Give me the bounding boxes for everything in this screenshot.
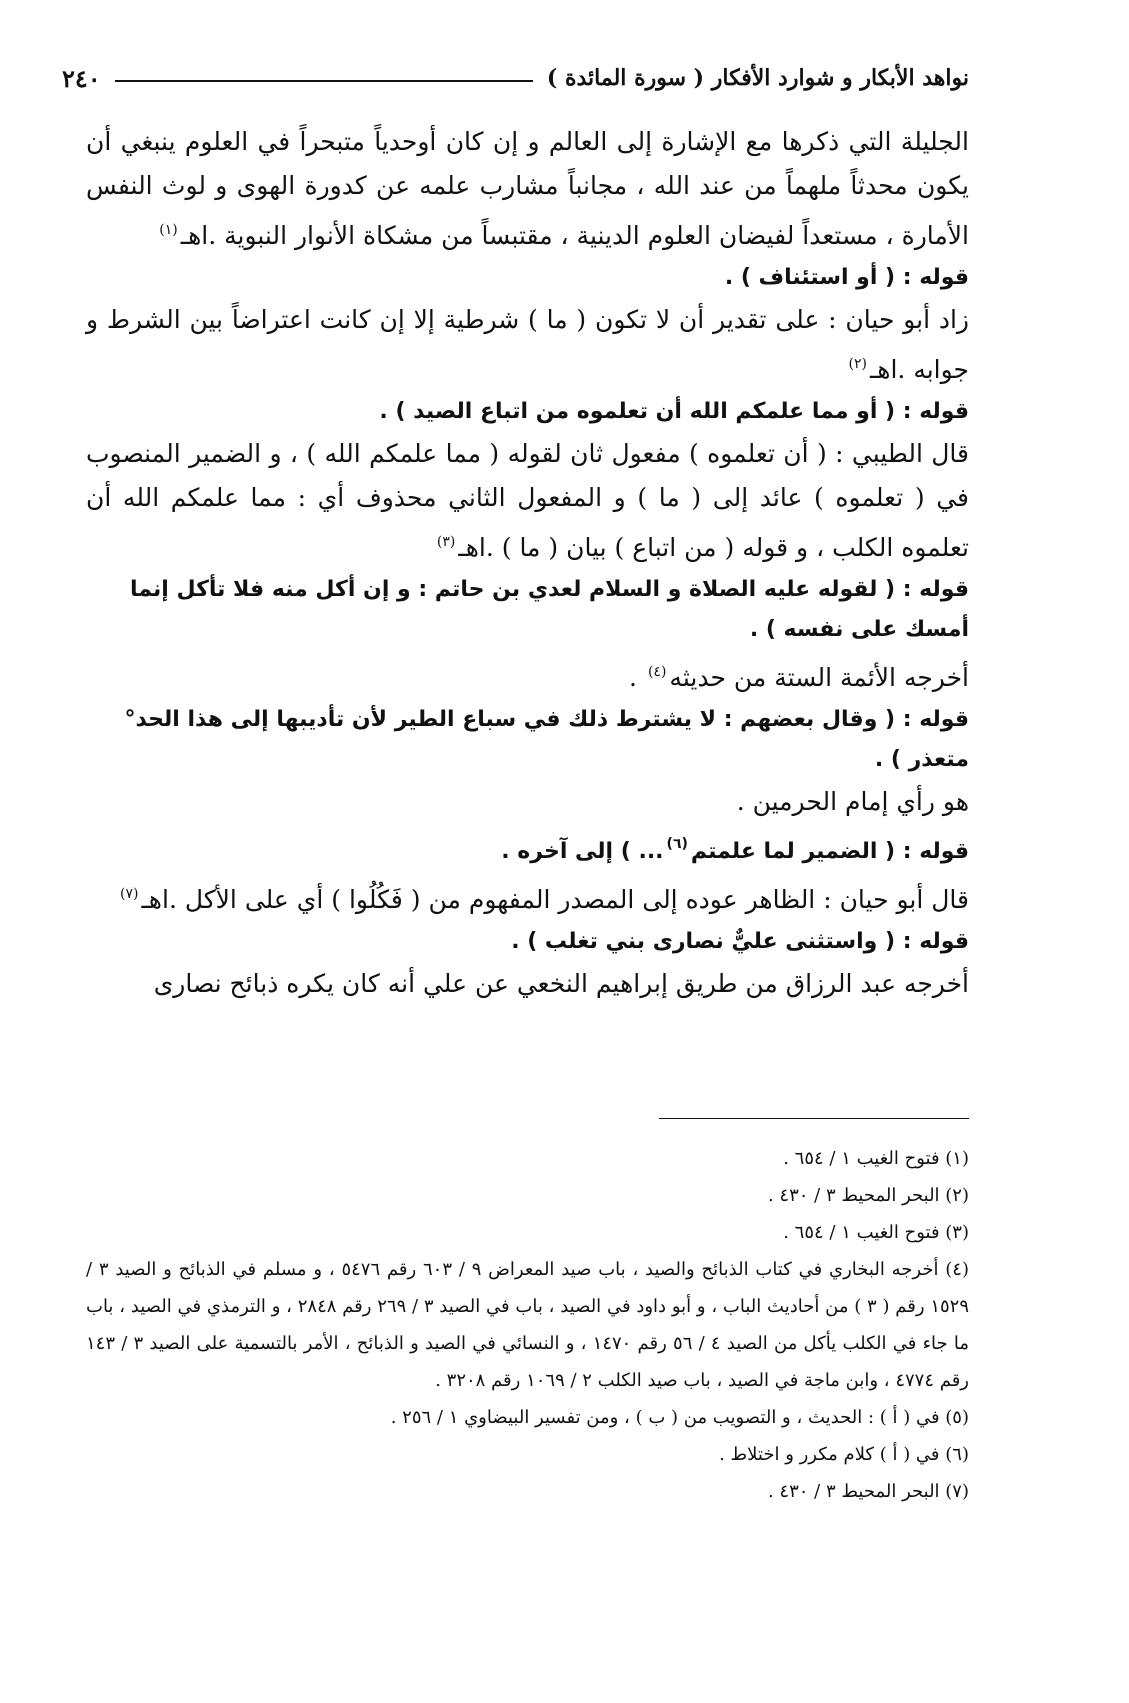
qawl-heading: قوله : ( واستثنى عليٌّ نصارى بني تغلب ) . [511,929,969,954]
page-number: ٢٤٠ [62,63,101,93]
footnote: (٦) في ( أ ) كلام مكرر و اختلاط . [719,1444,969,1465]
paragraph: أخرجه الأئمة الستة من حديثه$^{(٤)}$ . [629,663,969,692]
footnote-ref: (١) [159,222,178,238]
footnotes [86,1140,969,1510]
paragraph: قال الطيبي : ( أن تعلموه ) مفعول ثان لقوله ( مما علمكم الله ) ، و الضمير المنصوب في ( تعلموه ) عائد إلى ( ما ) و المفعول الثاني محذوف أي : مما علمكم الله أن تعلموه الكلب ، و قوله ( من اتباع ) بيان ( ما ) .اهـ$^{(٣)}$ [86,439,969,562]
footnote-ref: (٧) [120,886,139,902]
paragraph: أخرجه عبد الرزاق من طريق إبراهيم النخعي عن علي أنه كان يكره ذبائح نصارى [153,969,969,998]
footnote-ref: (٦) [666,836,688,852]
footnote: (٧) البحر المحيط ٣ / ٤٣٠ . [767,1481,969,1502]
footnote-ref: (٢) [848,356,867,372]
paragraph: قال أبو حيان : الظاهر عوده إلى المصدر المفهوم من ( فَكُلُوا ) أي على الأكل .اهـ$^{(٧)}$ [120,885,969,914]
paragraph: هو رأي إمام الحرمين . [736,787,969,816]
footnote: (٢) البحر المحيط ٣ / ٤٣٠ . [767,1185,969,1206]
footnote-ref: (٤) [647,664,667,680]
footnote: (٣) فتوح الغيب ١ / ٦٥٤ . [783,1222,969,1243]
header-rule [115,80,533,82]
qawl-heading: قوله : ( أو استئناف ) . [724,265,969,290]
paragraph: زاد أبو حيان : على تقدير أن لا تكون ( ما ) شرطية إلا إن كانت اعتراضاً بين الشرط و جوابه .اهـ$^{(٢)}$ [86,305,969,384]
paragraph: الجليلة التي ذكرها مع الإشارة إلى العالم و إن كان أوحدياً متبحراً في العلوم ينبغي أن يكون محدثاً ملهماً من عند الله ، مجانباً مشارب علمه عن كدورة الهوى و لوث النفس الأمارة ، مستعداً لفيضان العلوم الدينية ، مقتبساً من مشكاة الأنوار النبوية .اهـ$^{(١)}$ [86,127,969,250]
footnote-separator [659,1118,969,1119]
main-text [86,120,969,1006]
header-title: نواهد الأبكار و شوارد الأفكار ( سورة المائدة ) [546,65,969,91]
qawl-heading: قوله : ( وقال بعضهم : لا يشترط ذلك في سباع الطير لأن تأديبها إلى هذا الحد° متعذر ) . [124,707,969,772]
running-header [62,58,969,98]
footnote: (٥) في ( أ ) : الحديث ، و التصويب من ( ب ) ، ومن تفسير البيضاوي ١ / ٢٥٦ . [390,1407,969,1428]
footnote-ref: (٣) [436,534,456,550]
qawl-heading: قوله : ( الضمير لما علمتم$^{(٦)}$... ) إلى آخره . [501,836,969,864]
qawl-heading: قوله : ( أو مما علمكم الله أن تعلموه من اتباع الصيد ) . [379,399,969,424]
footnote: (٤) أخرجه البخاري في كتاب الذبائح والصيد ، باب صيد المعراض ٩ / ٦٠٣ رقم ٥٤٧٦ ، و مسلم في الذبائح و الصيد ٣ / ١٥٢٩ رقم ( ٣ ) من أحاديث الباب ، و أبو داود في الصيد ، باب في الصيد ٣ / ٢٦٩ رقم ٢٨٤٨ ، و الترمذي في الصيد ، باب ما جاء في الكلب يأكل من الصيد ٤ / ٥٦ رقم ١٤٧٠ ، و النسائي في الصيد و الذبائح ، الأمر بالتسمية على الصيد ٣ / ١٤٣ رقم ٤٧٧٤ ، وابن ماجة في الصيد ، باب صيد الكلب ٢ / ١٠٦٩ رقم ٣٢٠٨ . [86,1259,969,1391]
qawl-heading: قوله : ( لقوله عليه الصلاة و السلام لعدي بن حاتم : و إن أكل منه فلا تأكل إنما أمسك على نفسه ) . [129,577,969,642]
footnote: (١) فتوح الغيب ١ / ٦٥٤ . [783,1148,969,1169]
